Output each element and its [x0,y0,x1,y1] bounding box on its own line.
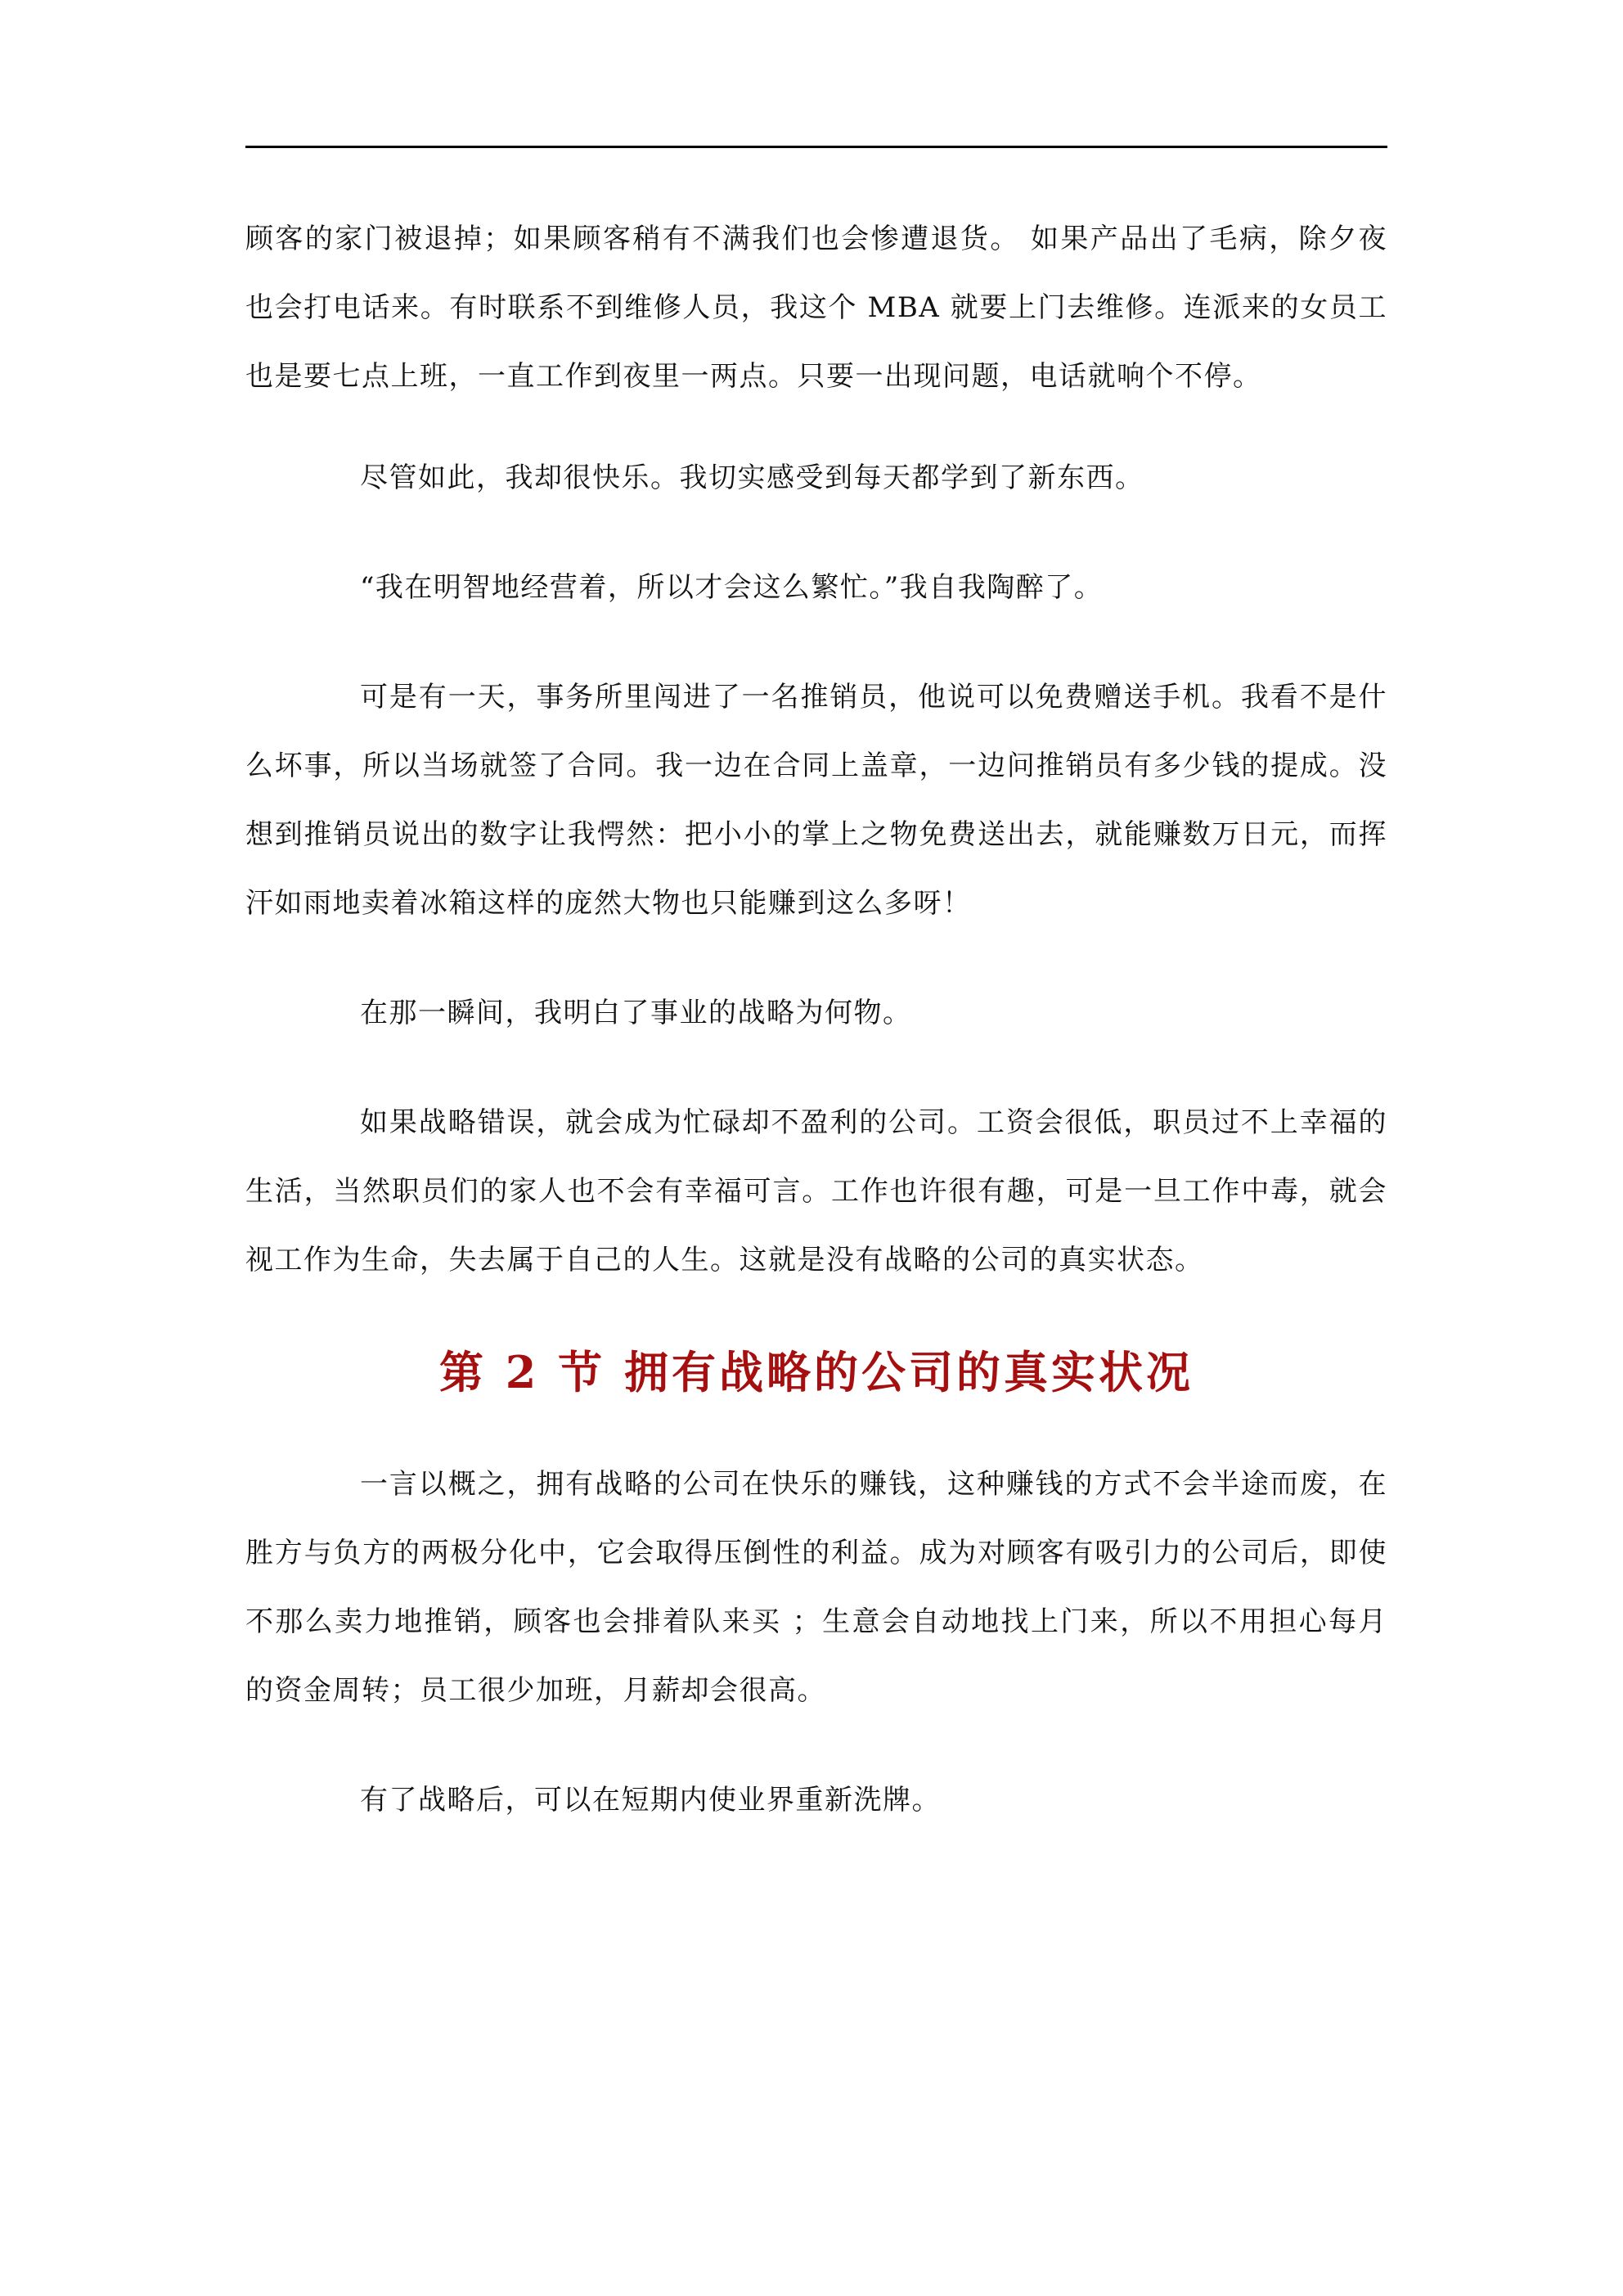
section-title: 第 2 节 拥有战略的公司的真实状况 [439,1346,1194,1398]
paragraph-7: 一言以概之，拥有战略的公司在快乐的赚钱，这种赚钱的方式不会半途而废，在胜方与负方的两极分化中，它会取得压倒性的利益。成为对顾客有吸引力的公司后，即使不那么卖力地推销，顾客也会排着队来买 ；生意会自动地找上门来，所以不用担心每月的资金周转；员工很少加班，月薪却会很高。 [245,1468,1387,1707]
paragraph-1: 顾客的家门被退掉；如果顾客稍有不满我们也会惨遭退货。 如果产品出了毛病，除夕夜也会打电话来。有时联系不到维修人员，我这个 MBA 就要上门去维修。连派来的女员工也是要七点上班，一直工作到夜里一两点。只要一出现问题，电话就响个不停。 [245,223,1387,393]
header-rule [245,146,1387,148]
paragraph-2: 尽管如此，我却很快乐。我切实感受到每天都学到了新东西。 [360,461,1144,494]
paragraph-3: “我在明智地经营着，所以才会这么繁忙。”我自我陶醉了。 [360,571,1104,604]
paragraph-5: 在那一瞬间，我明白了事业的战略为何物。 [360,997,912,1029]
paragraph-4: 可是有一天，事务所里闯进了一名推销员，他说可以免费赠送手机。我看不是什么坏事，所以当场就签了合同。我一边在合同上盖章，一边问推销员有多少钱的提成。没想到推销员说出的数字让我愕然：把小小的掌上之物免费送出去，就能赚数万日元，而挥汗如雨地卖着冰箱这样的庞然大物也只能赚到这么多呀！ [245,681,1387,920]
document-body [245,205,1387,1875]
paragraph-6: 如果战略错误，就会成为忙碌却不盈利的公司。工资会很低，职员过不上幸福的生活，当然职员们的家人也不会有幸福可言。工作也许很有趣，可是一旦工作中毒，就会视工作为生命，失去属于自己的人生。这就是没有战略的公司的真实状态。 [245,1106,1387,1276]
paragraph-8: 有了战略后，可以在短期内使业界重新洗牌。 [360,1784,941,1817]
